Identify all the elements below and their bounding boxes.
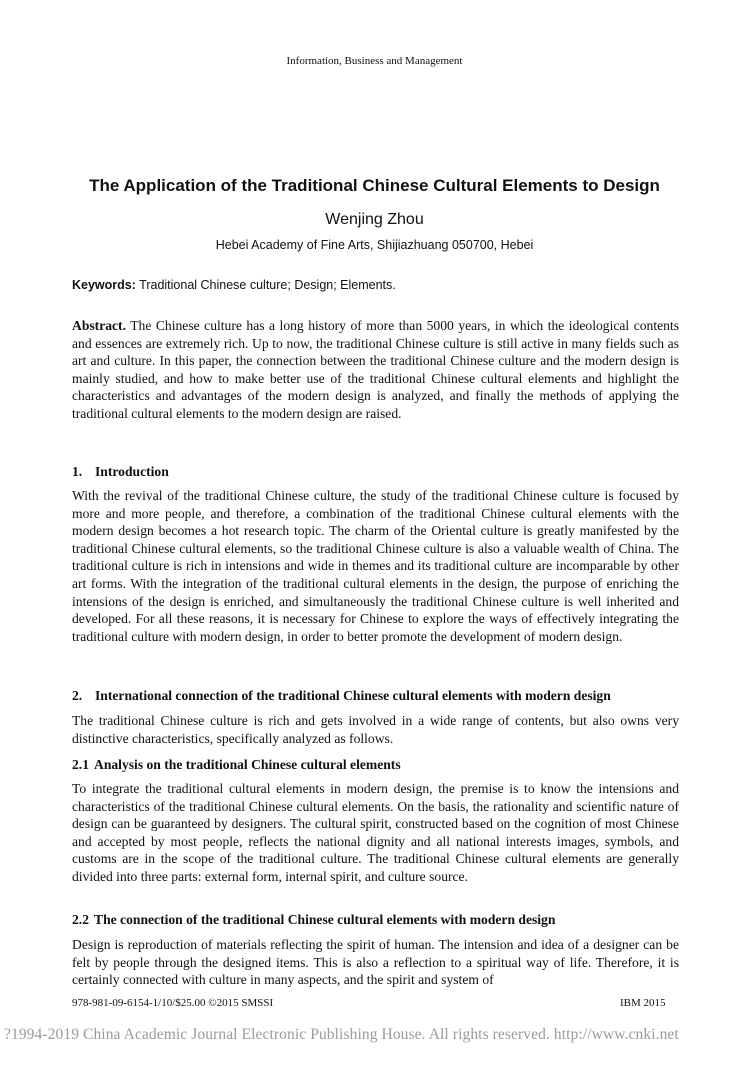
- abstract-label: Abstract.: [72, 318, 126, 333]
- section-body-introduction: With the revival of the traditional Chinese culture, the study of the traditional Chinese culture is focused by more and more people, and therefore, a combination of the traditional Chinese cultural elements with the modern design becomes a hot research topic. The charm of the Oriental culture is greatly manifested by the traditional Chinese cultural elements, so the traditional Chinese culture is also a valuable wealth of China. The traditional culture is rich in intensions and wide in themes and its traditional culture are incomparable by other art forms. With the integration of the traditional cultural elements in the design, the purpose of enriching the intensions of the design is enriched, and simultaneously the traditional Chinese culture is well inherited and developed. For all these reasons, it is necessary for Chinese to explore the ways of effectively integrating the traditional culture with modern design, in order to better promote the development of modern design.: [72, 488, 679, 644]
- author-affiliation: Hebei Academy of Fine Arts, Shijiazhuang 050700, Hebei: [215, 238, 534, 252]
- keywords: [72, 278, 682, 292]
- subsection-title: Analysis on the traditional Chinese cultural elements: [94, 757, 401, 772]
- subsection-number: 2.1: [72, 757, 89, 772]
- abstract-text: The Chinese culture has a long history of more than 5000 years, in which the ideological contents and essences are extremely rich. Up to now, the traditional Chinese culture is still active in many fields such as art and culture. In this paper, the connection between the traditional Chinese culture and the modern design is mainly studied, and how to make better use of the traditional Chinese cultural elements and highlight the characteristics and advantages of the modern design is analyzed, and finally the methods of applying the traditional cultural elements to the modern design are raised.: [72, 318, 679, 421]
- abstract: [72, 317, 679, 423]
- footer-isbn: 978-981-09-6154-1/10/$25.00 ©2015 SMSSI: [72, 997, 274, 1009]
- section-number: 1.: [72, 464, 83, 479]
- cnki-watermark: ?1994-2019 China Academic Journal Electronic Publishing House. All rights reserved. http://www.cnki.net: [4, 1026, 679, 1043]
- section-body-connection: The traditional Chinese culture is rich and gets involved in a wide range of contents, but also owns very distinctive characteristics, specifically analyzed as follows.: [72, 713, 679, 746]
- paper-title: The Application of the Traditional Chinese Cultural Elements to Design: [89, 176, 660, 195]
- subsection-number: 2.2: [72, 912, 89, 927]
- section-title: Introduction: [95, 464, 169, 479]
- section-title: International connection of the traditional Chinese cultural elements with modern design: [95, 688, 611, 703]
- section-number: 2.: [72, 688, 83, 703]
- subsection-heading-2-2: [72, 912, 682, 928]
- section-heading-connection: [72, 688, 682, 704]
- author-name: Wenjing Zhou: [325, 211, 424, 228]
- keywords-text: Traditional Chinese culture; Design; Elements.: [135, 278, 396, 292]
- section-heading-introduction: [72, 464, 682, 480]
- subsection-body-2-2: Design is reproduction of materials reflecting the spirit of human. The intension and idea of a designer can be felt by people through the designed items. This is also a reflection to a spiritual way of life. Therefore, it is certainly connected with culture in many aspects, and the spirit and system of: [72, 937, 679, 988]
- subsection-heading-2-1: [72, 757, 682, 773]
- subsection-title: The connection of the traditional Chinese cultural elements with modern design: [94, 912, 556, 927]
- subsection-body-2-1: To integrate the traditional cultural elements in modern design, the premise is to know the intensions and characteristics of the traditional Chinese cultural elements. On the basis, the rationality and scientific nature of design can be guaranteed by designers. The cultural spirit, constructed based on the cognition of most Chinese and accepted by most people, reflects the national dignity and all national interests images, symbols, and customs are in the scope of the traditional culture. The traditional Chinese cultural elements are generally divided into three parts: external form, internal spirit, and culture source.: [72, 781, 679, 884]
- footer-conference: IBM 2015: [620, 997, 666, 1009]
- keywords-label: Keywords:: [72, 278, 136, 292]
- running-header: Information, Business and Management: [286, 55, 463, 67]
